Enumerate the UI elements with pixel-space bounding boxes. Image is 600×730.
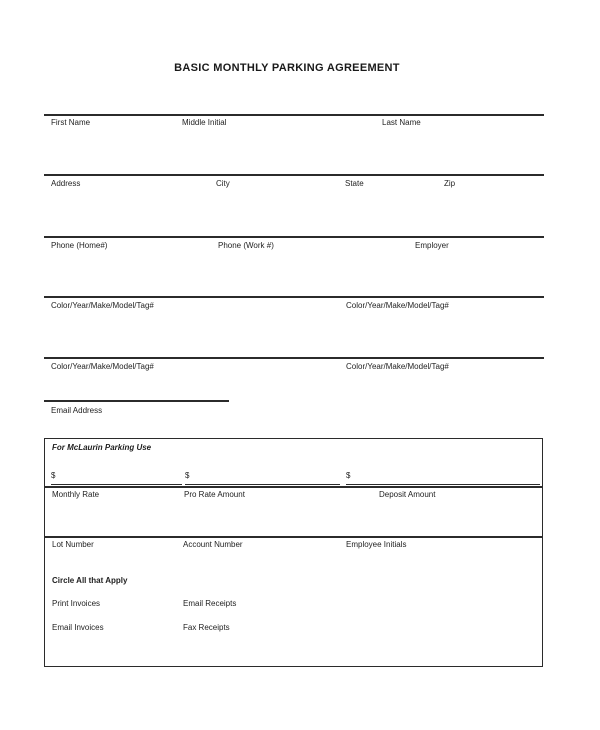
circle-all-heading: Circle All that Apply — [52, 576, 128, 585]
vehicle-row2-line — [44, 357, 544, 359]
label-pro-rate-amount: Pro Rate Amount — [184, 490, 245, 499]
phone-row-line — [44, 236, 544, 238]
deposit-blank — [346, 471, 540, 485]
label-account-number: Account Number — [183, 540, 243, 549]
monthly-rate-blank — [51, 471, 182, 485]
option-email-receipts: Email Receipts — [183, 599, 237, 608]
label-phone-home: Phone (Home#) — [51, 241, 108, 250]
label-phone-work: Phone (Work #) — [218, 241, 274, 250]
pro-rate-blank — [185, 471, 340, 485]
label-email-address: Email Address — [51, 406, 103, 415]
dollar-sign-3: $ — [346, 471, 351, 480]
dollar-sign-1: $ — [51, 471, 56, 480]
label-employee-initials: Employee Initials — [346, 540, 407, 549]
office-box-heading: For McLaurin Parking Use — [52, 443, 152, 452]
vehicle-row1-line — [44, 296, 544, 298]
label-lot-number: Lot Number — [52, 540, 94, 549]
office-use-box — [44, 438, 543, 667]
option-print-invoices: Print Invoices — [52, 599, 101, 608]
label-zip: Zip — [444, 179, 456, 188]
amounts-row-line — [45, 486, 542, 488]
label-vehicle-4: Color/Year/Make/Model/Tag# — [346, 362, 449, 371]
label-vehicle-1: Color/Year/Make/Model/Tag# — [51, 301, 154, 310]
option-email-invoices: Email Invoices — [52, 623, 104, 632]
label-vehicle-2: Color/Year/Make/Model/Tag# — [346, 301, 449, 310]
label-deposit-amount: Deposit Amount — [379, 490, 436, 499]
label-address: Address — [51, 179, 81, 188]
name-row-line — [44, 114, 544, 116]
label-state: State — [345, 179, 364, 188]
label-middle-initial: Middle Initial — [182, 118, 227, 127]
label-vehicle-3: Color/Year/Make/Model/Tag# — [51, 362, 154, 371]
form-title: BASIC MONTHLY PARKING AGREEMENT — [174, 62, 400, 74]
label-last-name: Last Name — [382, 118, 421, 127]
email-line — [44, 400, 229, 402]
label-employer: Employer — [415, 241, 449, 250]
dollar-sign-2: $ — [185, 471, 190, 480]
label-city: City — [216, 179, 230, 188]
label-monthly-rate: Monthly Rate — [52, 490, 100, 499]
account-row-line — [45, 536, 542, 538]
address-row-line — [44, 174, 544, 176]
label-first-name: First Name — [51, 118, 91, 127]
option-fax-receipts: Fax Receipts — [183, 623, 230, 632]
